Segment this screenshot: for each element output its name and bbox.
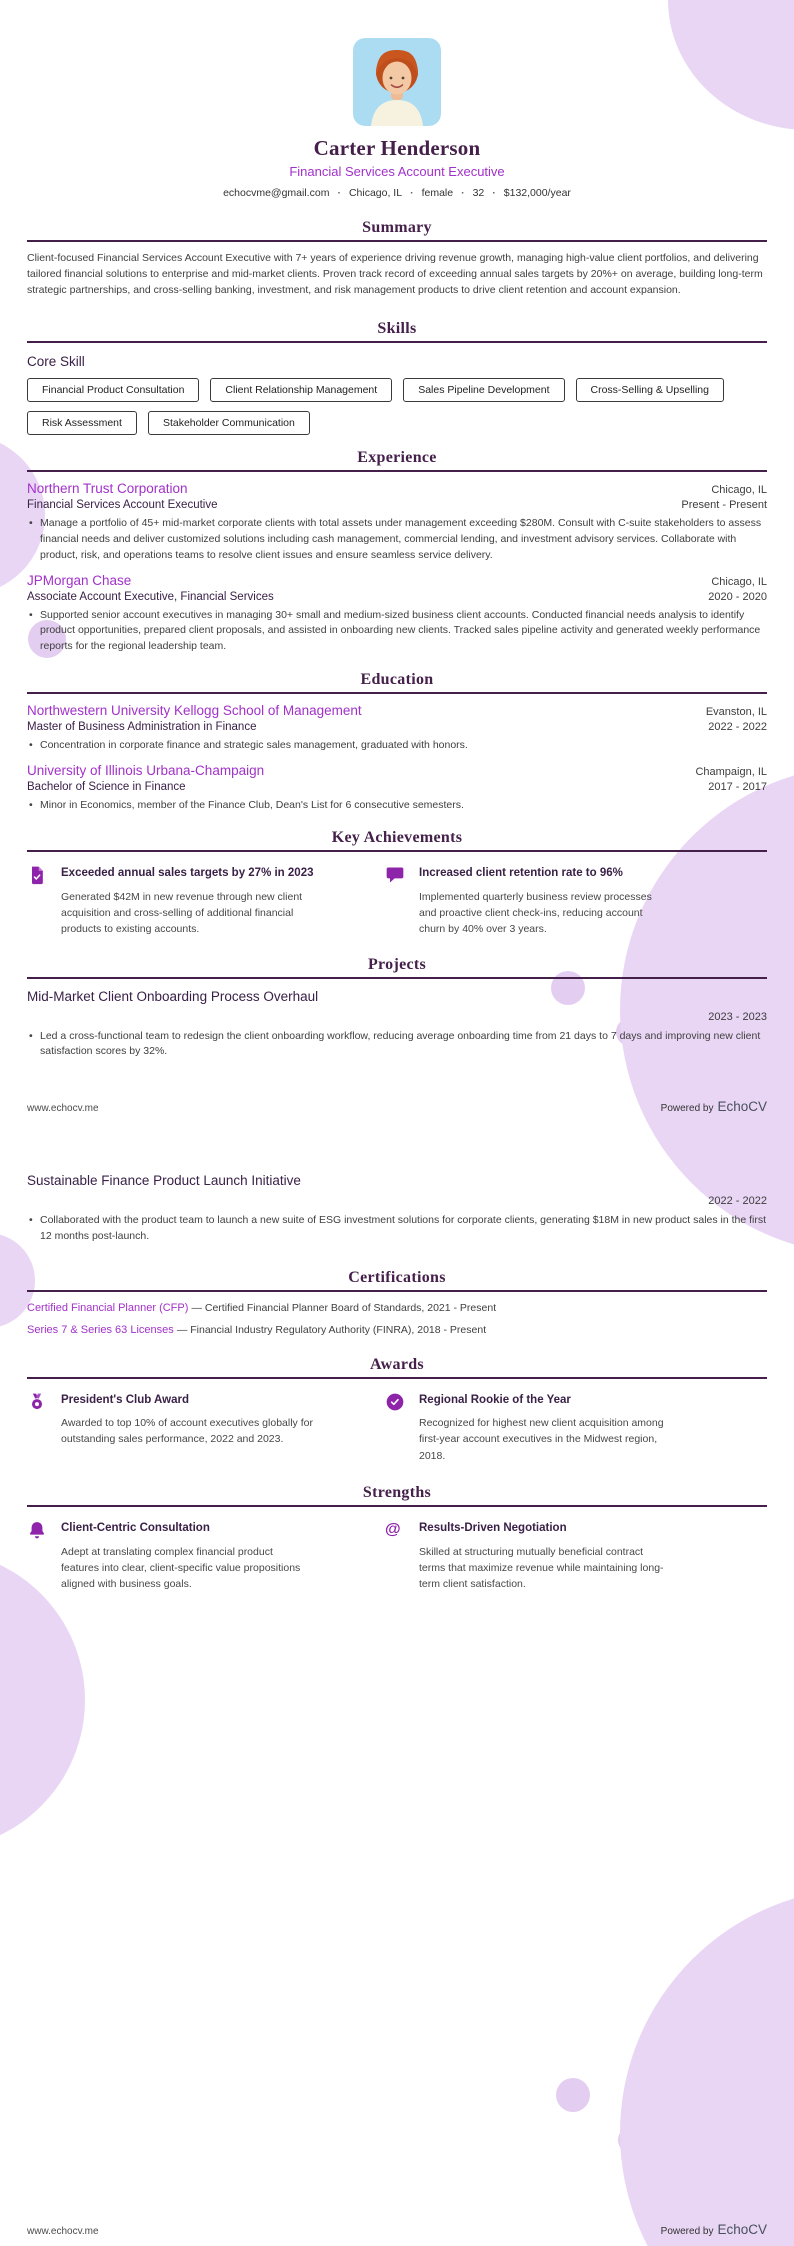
company-name: Northern Trust Corporation: [27, 481, 188, 497]
bullet-item: • Minor in Economics, member of the Finance Club, Dean's List for 6 consecutive semesters.: [27, 798, 767, 814]
project-name: Sustainable Finance Product Launch Initiative: [27, 1173, 301, 1188]
section-heading: Education: [360, 670, 434, 688]
section-heading: Experience: [357, 449, 437, 467]
summary-text: Client-focused Financial Services Account Executive with 7+ years of experience driving revenue growth, managing high-value client portfolios, and delivering tailored financial solutions to enterprise and mid-market clients. Proven track record of exceeding annual sales targets by 20%+ on average, building long-term strategic partnerships, and cross-selling banking, investment, and risk management products to drive client retention and account expansion.: [27, 252, 763, 296]
school-location: Evanston, IL: [705, 705, 767, 718]
echocv-brand[interactable]: EchoCV: [717, 2222, 767, 2237]
candidate-name: Carter Henderson: [313, 136, 481, 160]
project-entry: [27, 989, 767, 1061]
section-certifications: [27, 1269, 767, 1336]
section-education: [27, 671, 767, 814]
section-heading: Certifications: [348, 1268, 446, 1286]
award-medal-icon: [27, 1392, 47, 1412]
job-location: Chicago, IL: [711, 484, 767, 497]
strength-title: Results-Driven Negotiation: [419, 1521, 567, 1534]
section-heading: Awards: [370, 1355, 424, 1373]
school-name: University of Illinois Urbana-Champaign: [27, 762, 265, 778]
decorative-blob: [0, 1550, 85, 1850]
bullet-item: • Led a cross-functional team to redesign the client onboarding workflow, reducing average onboarding time from 21 days to 7 days and improving new client satisfaction scores by 32%.: [27, 1029, 767, 1061]
echocv-brand[interactable]: EchoCV: [717, 1099, 767, 1114]
strength-text: Skilled at structuring mutually beneficial contract terms that maximize revenue while maintaining long-term client satisfaction.: [419, 1545, 664, 1591]
powered-by-label: Powered by: [660, 1103, 714, 1114]
file-check-icon: [27, 865, 47, 885]
contact-separator: ·: [492, 187, 496, 199]
award-badge-icon: [385, 1392, 405, 1412]
comment-icon: [385, 865, 405, 885]
certification-name: Series 7 & Series 63 Licenses: [27, 1323, 174, 1336]
experience-entry: [27, 573, 767, 655]
contact-bar: [27, 187, 767, 199]
certification-name: Certified Financial Planner (CFP): [27, 1301, 189, 1314]
contact-separator: ·: [410, 187, 414, 199]
skill-chip: Cross-Selling & Upselling: [576, 378, 724, 402]
award-text: Awarded to top 10% of account executives globally for outstanding sales performance, 2022 and 2023.: [61, 1417, 313, 1446]
project-name: Mid-Market Client Onboarding Process Overhaul: [27, 988, 319, 1004]
section-summary: [27, 219, 767, 298]
job-dates: 2020 - 2020: [708, 590, 767, 603]
section-skills: [27, 320, 767, 435]
section-awards: [27, 1356, 767, 1464]
section-heading: Summary: [362, 219, 432, 236]
company-name: JPMorgan Chase: [27, 572, 132, 588]
page-2: [0, 1123, 794, 2246]
job-role: Associate Account Executive, Financial Services: [27, 590, 274, 603]
footer-website-link[interactable]: www.echocv.me: [27, 1103, 99, 1114]
section-experience: [27, 449, 767, 655]
skill-chip: Financial Product Consultation: [27, 378, 199, 402]
achievement-title: Exceeded annual sales targets by 27% in 2023: [61, 867, 314, 880]
bullet-item: • Concentration in corporate finance and strategic sales management, graduated with honors.: [27, 738, 767, 754]
strength-text: Adept at translating complex financial product features into clear, client-specific value propositions aligned with business goals.: [61, 1545, 301, 1591]
section-strengths: [27, 1484, 767, 1592]
education-dates: 2022 - 2022: [708, 720, 767, 733]
certification-line: [27, 1324, 767, 1336]
page-footer: [27, 1098, 767, 1116]
bullet-item: • Supported senior account executives in managing 30+ small and medium-sized business client accounts. Conducted financial needs analysis to identify product opportunities, prepared client proposals, and assisted in onboarding new clients. Tracked sales pipeline activity and generated weekly performance reports for the regional leadership team.: [27, 608, 767, 655]
job-dates: Present - Present: [681, 499, 767, 512]
job-role: Financial Services Account Executive: [27, 499, 218, 512]
section-projects: [27, 956, 767, 1061]
award-card: [385, 1392, 767, 1464]
experience-entry: [27, 481, 767, 563]
education-dates: 2017 - 2017: [708, 780, 767, 793]
section-heading: Key Achievements: [331, 829, 463, 847]
bell-icon: [27, 1520, 47, 1540]
bullet-item: • Collaborated with the product team to launch a new suite of ESG investment solutions for corporate clients, generating $18M in new product sales in the first 12 months post-launch.: [27, 1213, 767, 1245]
section-heading: Projects: [367, 955, 427, 973]
contact-email: echocvme@gmail.com: [223, 187, 330, 199]
strength-title: Client-Centric Consultation: [61, 1521, 210, 1534]
award-text: Recognized for highest new client acquisition among first-year account executives in the Midwest region, 2018.: [419, 1417, 664, 1462]
bullet-item: • Manage a portfolio of 45+ mid-market corporate clients with total assets under management exceeding $280M. Consult with C-suite stakeholders to assess financial needs and deliver customized solutions including cash management, commercial lending, and investment advisory services. Collaborate with product, risk, and operations teams to resolve client issues and ensure seamless service delivery.: [27, 516, 767, 563]
skill-group-label: Core Skill: [27, 354, 85, 370]
at-sign-icon: @: [385, 1520, 401, 1538]
education-entry: [27, 703, 767, 754]
contact-location: Chicago, IL: [348, 187, 403, 199]
contact-separator: ·: [337, 187, 341, 199]
contact-gender: female: [421, 187, 454, 199]
skill-chip: Client Relationship Management: [210, 378, 392, 402]
education-entry: [27, 763, 767, 814]
achievement-text: Generated $42M in new revenue through new client acquisition and cross-selling of additional financial products to existing accounts.: [61, 890, 303, 936]
strength-card: [385, 1520, 767, 1592]
project-dates: 2023 - 2023: [708, 1010, 767, 1023]
section-heading: Skills: [377, 320, 417, 338]
skill-chip: Risk Assessment: [27, 411, 137, 435]
degree: Master of Business Administration in Finance: [27, 720, 257, 733]
candidate-title: Financial Services Account Executive: [289, 164, 505, 179]
section-heading: Strengths: [362, 1483, 432, 1501]
award-title: Regional Rookie of the Year: [419, 1393, 571, 1406]
achievement-card: [385, 865, 767, 937]
certification-line: [27, 1302, 767, 1314]
decorative-blob: [620, 1888, 794, 2246]
contact-separator: ·: [461, 187, 465, 199]
powered-by-label: Powered by: [660, 2226, 714, 2237]
achievement-card: [27, 865, 385, 937]
job-location: Chicago, IL: [711, 575, 767, 588]
avatar: [353, 38, 441, 126]
strength-card: [27, 1520, 385, 1592]
project-entry: [27, 1173, 767, 1245]
school-name: Northwestern University Kellogg School of Management: [27, 702, 362, 718]
decorative-blob: [556, 2078, 590, 2112]
contact-age: 32: [472, 187, 485, 199]
page-footer: [27, 2221, 767, 2239]
skill-chip-list: [27, 378, 767, 435]
award-card: [27, 1392, 385, 1464]
profile-photo: [353, 38, 441, 126]
school-location: Champaign, IL: [695, 765, 767, 778]
certification-detail: — Certified Financial Planner Board of Standards, 2021 - Present: [191, 1301, 497, 1314]
footer-website-link[interactable]: www.echocv.me: [27, 2226, 99, 2237]
achievement-text: Implemented quarterly business review processes and proactive client check-ins, reducing account churn by 40% over 3 years.: [419, 890, 652, 936]
degree: Bachelor of Science in Finance: [27, 780, 186, 793]
project-dates: 2022 - 2022: [708, 1195, 767, 1207]
skill-chip: Sales Pipeline Development: [403, 378, 564, 402]
skill-chip: Stakeholder Communication: [148, 411, 310, 435]
contact-salary: $132,000/year: [503, 187, 571, 199]
achievement-title: Increased client retention rate to 96%: [419, 867, 623, 880]
award-title: President's Club Award: [61, 1393, 189, 1406]
certification-detail: — Financial Industry Regulatory Authority (FINRA), 2018 - Present: [176, 1323, 487, 1336]
section-key-achievements: [27, 829, 767, 937]
